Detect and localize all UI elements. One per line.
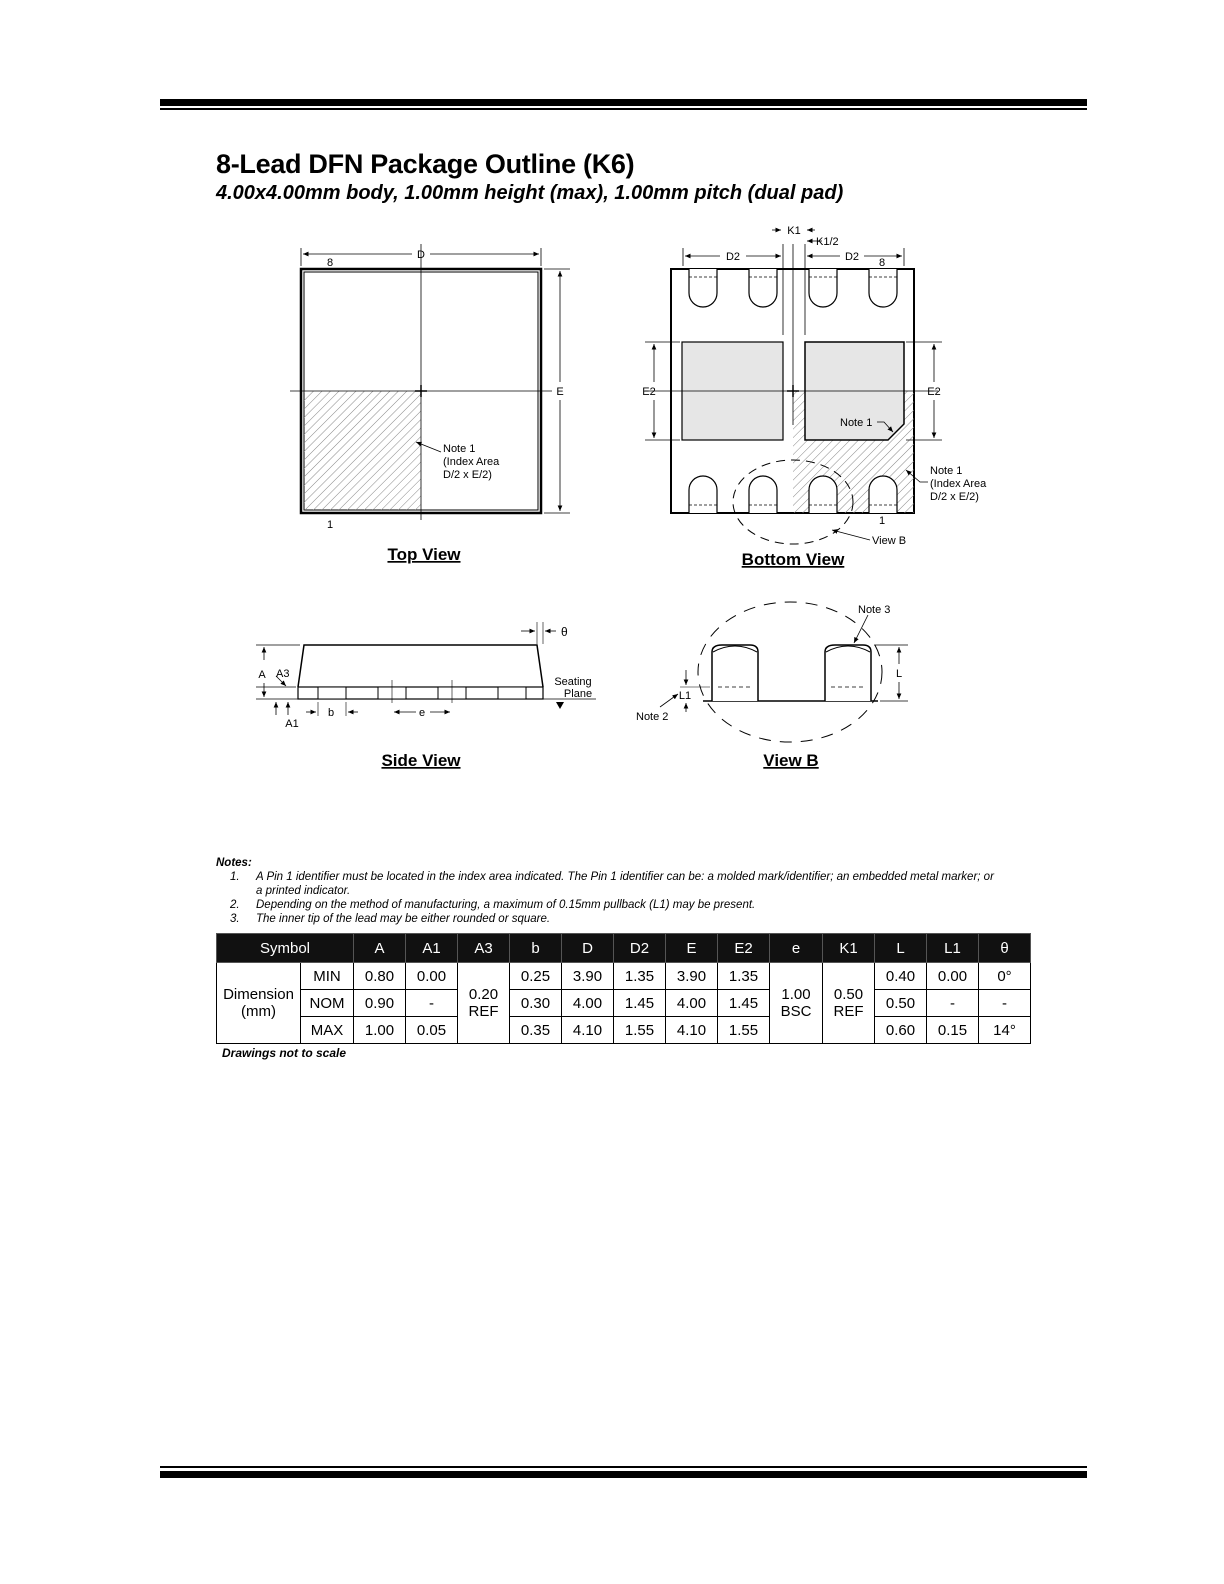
cell: 0.80 (354, 963, 406, 990)
label-b: b (327, 707, 335, 719)
footer-rule-thin (160, 1466, 1087, 1468)
bottom-note1: Note 1 (930, 465, 963, 477)
cell: 1.55 (614, 1017, 666, 1044)
label-K1: K1 (787, 225, 801, 237)
bottom-view (642, 225, 987, 569)
col-header: b (510, 934, 562, 963)
cell: 3.90 (666, 963, 718, 990)
note3-label: Note 3 (858, 604, 891, 616)
plane-label: Plane (563, 688, 593, 700)
cell: 0.50 (875, 990, 927, 1017)
cell: 1.35 (614, 963, 666, 990)
index-area-hatch (304, 391, 421, 510)
cell: 0.60 (875, 1017, 927, 1044)
label-E: E (556, 386, 564, 398)
drawings-not-to-scale: Drawings not to scale (222, 1046, 347, 1060)
label-L1: L1 (678, 690, 692, 702)
note2-label: Note 2 (636, 711, 669, 723)
col-header: A1 (406, 934, 458, 963)
side-view-caption: Side View (381, 751, 461, 770)
notes-section (216, 856, 1046, 926)
cell: 4.10 (562, 1017, 614, 1044)
bottom-index-area: (Index Area (930, 478, 987, 490)
label-A3: A3 (276, 668, 290, 680)
note-item (216, 898, 1046, 912)
bottom-view-caption: Bottom View (741, 550, 845, 569)
notes-header: Notes: (216, 857, 252, 869)
row-label: MIN (301, 963, 354, 990)
note-item (216, 870, 1046, 898)
cell: 1.45 (614, 990, 666, 1017)
label-D: D (417, 249, 425, 261)
seating-label: Seating (554, 676, 592, 688)
table-row (217, 990, 1031, 1017)
view-b-ref: View B (872, 535, 907, 547)
label-K1-half: K1/2 (816, 236, 839, 248)
top-index-dims: D/2 x E/2) (443, 469, 492, 481)
label-L: L (895, 668, 903, 680)
col-header: E (666, 934, 718, 963)
cell-A3: 0.20 REF (458, 963, 510, 1044)
note-text: Depending on the method of manufacturing, a maximum of 0.15mm pullback (L1) may be present. (256, 899, 756, 911)
cell: 4.10 (666, 1017, 718, 1044)
col-header: D2 (614, 934, 666, 963)
dimension-label-cell: Dimension (mm) (217, 963, 301, 1044)
cell: 1.35 (718, 963, 770, 990)
cell: 4.00 (666, 990, 718, 1017)
view-b-caption: View B (763, 751, 819, 770)
note-text-cont: a printed indicator. (256, 885, 351, 897)
dimension-table (216, 933, 1031, 1044)
label-theta: θ (561, 625, 568, 639)
note-text: A Pin 1 identifier must be located in the index area indicated. The Pin 1 identifier can be: a molded mark/identifier; an embedded metal marker; or (256, 871, 994, 883)
bottom-pin1-label: 1 (878, 515, 886, 527)
cell-e: 1.00 BSC (770, 963, 823, 1044)
note-number: 1. (230, 871, 240, 883)
cell: 0.05 (406, 1017, 458, 1044)
pin8-label: 8 (326, 257, 334, 269)
cell: 0.40 (875, 963, 927, 990)
cell: 14° (979, 1017, 1031, 1044)
cell: 1.55 (718, 1017, 770, 1044)
cell: 3.90 (562, 963, 614, 990)
cell: - (979, 990, 1031, 1017)
page-subtitle: 4.00x4.00mm body, 1.00mm height (max), 1.00mm pitch (dual pad) (216, 182, 844, 204)
row-label: MAX (301, 1017, 354, 1044)
label-E2-right: E2 (927, 386, 941, 398)
top-index-area: (Index Area (443, 456, 500, 468)
footer-rule-thick (160, 1471, 1087, 1478)
note-item (216, 912, 1046, 926)
bottom-index-dims: D/2 x E/2) (930, 491, 979, 503)
table-header-row (217, 934, 1031, 963)
label-D2-left: D2 (725, 251, 741, 263)
col-header: L (875, 934, 927, 963)
label-E2-left: E2 (642, 386, 656, 398)
cell: 0.00 (406, 963, 458, 990)
top-view-caption: Top View (387, 545, 461, 564)
table-row (217, 963, 1031, 990)
cell: 1.00 (354, 1017, 406, 1044)
cell: 0° (979, 963, 1031, 990)
cell: 0.90 (354, 990, 406, 1017)
cell: 0.30 (510, 990, 562, 1017)
note-number: 2. (230, 899, 240, 911)
cell: - (406, 990, 458, 1017)
label-A1: A1 (285, 718, 299, 730)
label-A: A (258, 669, 266, 681)
cell: 0.15 (927, 1017, 979, 1044)
label-D2-right: D2 (844, 251, 860, 263)
col-header: L1 (927, 934, 979, 963)
col-header: A3 (458, 934, 510, 963)
side-view (256, 622, 596, 770)
col-header: θ (979, 934, 1031, 963)
cell: 0.00 (927, 963, 979, 990)
label-e: e (418, 707, 426, 719)
cell: 1.45 (718, 990, 770, 1017)
pad-note1: Note 1 (840, 417, 873, 429)
symbol-header: Symbol (217, 934, 354, 963)
cell: 0.25 (510, 963, 562, 990)
note-text: The inner tip of the lead may be either rounded or square. (256, 913, 551, 925)
top-note1: Note 1 (443, 443, 476, 455)
row-label: NOM (301, 990, 354, 1017)
page-title: 8-Lead DFN Package Outline (K6) (216, 149, 635, 179)
cell: 0.35 (510, 1017, 562, 1044)
bottom-pin8-label: 8 (878, 257, 886, 269)
cell: - (927, 990, 979, 1017)
cell-K1: 0.50 REF (823, 963, 875, 1044)
table-row (217, 1017, 1031, 1044)
col-header: D (562, 934, 614, 963)
col-header: A (354, 934, 406, 963)
note-number: 3. (230, 913, 240, 925)
top-view (290, 244, 570, 564)
col-header: e (770, 934, 823, 963)
col-header: K1 (823, 934, 875, 963)
pin1-label: 1 (326, 519, 334, 531)
view-b (636, 602, 908, 770)
col-header: E2 (718, 934, 770, 963)
cell: 4.00 (562, 990, 614, 1017)
